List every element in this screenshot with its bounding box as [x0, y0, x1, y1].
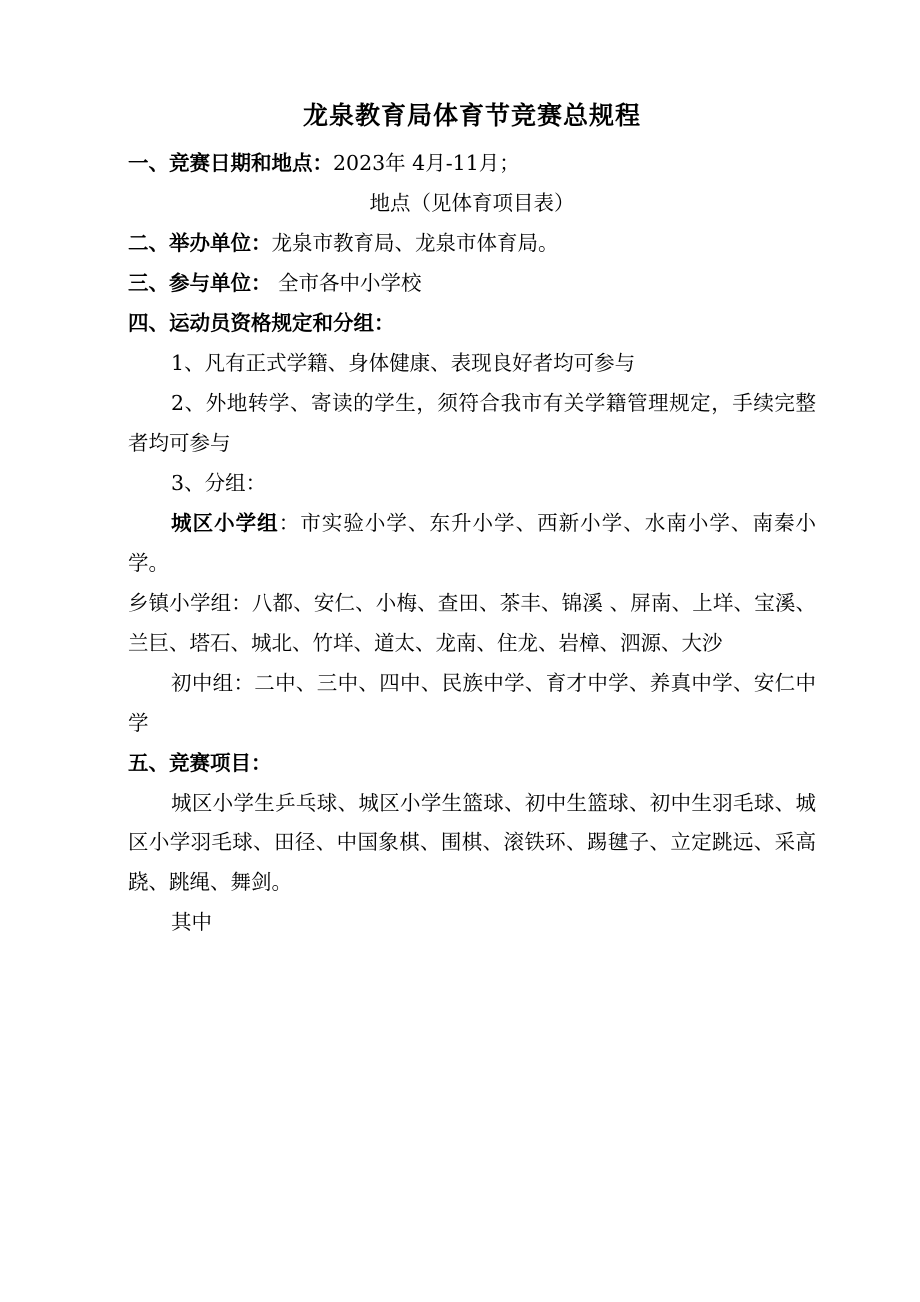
among-which: 其中	[171, 910, 213, 935]
section-date-place-text: 2023年 4月-11月；	[333, 151, 520, 175]
group-city-primary-text: ：市实验小学、东升小学、西新小学、水南小学、南秦小学。	[128, 510, 817, 575]
section-participants-label: 三、参与单位：	[128, 270, 272, 295]
group-junior: 初中组：二中、三中、四中、民族中学、育才中学、养真中学、安仁中学	[128, 670, 816, 735]
section-participants	[128, 264, 816, 304]
section-place-line: 地点（见体育项目表）	[369, 190, 575, 215]
events-list: 城区小学生乒乓球、城区小学生篮球、初中生篮球、初中生羽毛球、城区小学羽毛球、田径、中国象棋、围棋、滚铁环、踢毽子、立定跳远、采高跷、跳绳、舞剑。	[128, 790, 816, 895]
section-participants-text: 全市各中小学校	[271, 270, 422, 295]
section-events-heading: 五、竞赛项目：	[128, 750, 272, 775]
section-organizer-label: 二、举办单位：	[128, 230, 272, 255]
section-date-place-label: 一、竞赛日期和地点：	[128, 151, 333, 175]
rule-item-1: 1、凡有正式学籍、身体健康、表现良好者均可参与	[171, 350, 636, 375]
page-title: 龙泉教育局体育节竞赛总规程	[302, 101, 641, 130]
rule-item-3: 3、分组：	[171, 470, 267, 495]
section-date-place	[128, 144, 816, 184]
section-organizer-text: 龙泉市教育局、龙泉市体育局。	[271, 230, 559, 255]
group-city-primary	[128, 504, 816, 584]
rule-item-2: 2、外地转学、寄读的学生，须符合我市有关学籍管理规定，手续完整者均可参与	[128, 390, 816, 455]
section-organizer	[128, 224, 816, 264]
group-town-primary: 乡镇小学组：八都、安仁、小梅、查田、茶丰、锦溪 、屏南、上垟、宝溪、兰巨、塔石、城北、竹垟、道太、龙南、住龙、岩樟、泗源、大沙	[128, 590, 816, 655]
section-qualification-heading: 四、运动员资格规定和分组：	[128, 310, 395, 335]
group-city-primary-label: 城区小学组	[171, 510, 279, 535]
